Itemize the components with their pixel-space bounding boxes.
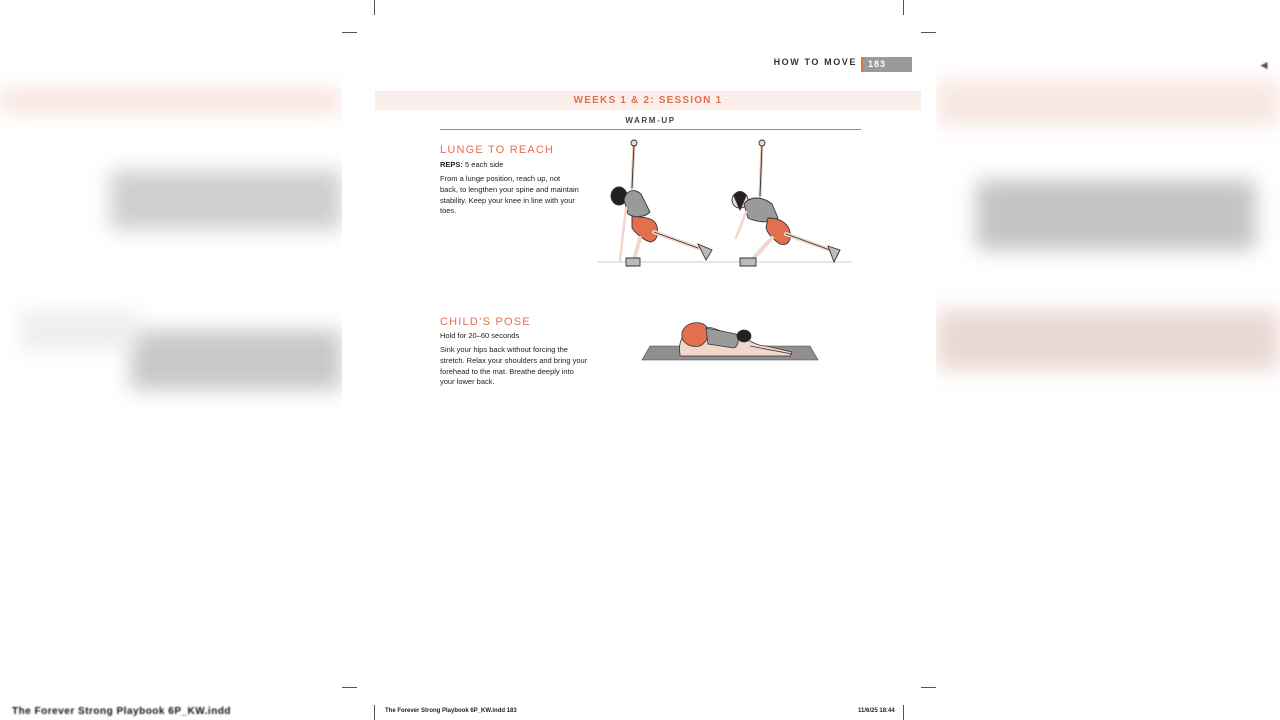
exercise-description: Sink your hips back without forcing the stretch. Relax your shoulders and bring your forehead to the mat. Breathe deeply into your lower back. (440, 345, 588, 387)
exercise-hold: Hold for 20–60 seconds (440, 331, 520, 340)
lunge-figure-left (611, 140, 712, 266)
childs-pose-figure (679, 323, 792, 356)
exercise-reps (440, 160, 503, 169)
crop-mark (903, 705, 904, 720)
page-number: 183 (861, 57, 912, 72)
crop-mark (342, 32, 357, 33)
exercise-title: LUNGE TO REACH (440, 144, 555, 156)
reps-label: REPS: (440, 160, 463, 169)
lunge-to-reach-illustration (596, 138, 854, 278)
ghost-footer: The Forever Strong Playbook 6P_KW.indd (12, 706, 232, 717)
section-divider (440, 129, 861, 130)
childs-pose-illustration (640, 316, 820, 364)
crop-mark (903, 0, 904, 15)
section-label: WARM-UP (625, 116, 676, 125)
next-page-blurred (936, 40, 1280, 390)
footer-datetime: 11/6/25 18:44 (858, 708, 895, 714)
session-title: WEEKS 1 & 2: SESSION 1 (375, 91, 921, 110)
exercise-description: From a lunge position, reach up, not back, to lengthen your spine and maintain stability. Keep your knee in line with your toes. (440, 174, 579, 216)
previous-page-blurred (0, 60, 342, 420)
crop-mark (374, 705, 375, 720)
footer-file-slug: The Forever Strong Playbook 6P_KW.indd 183 (385, 708, 517, 714)
lunge-figure-right (732, 140, 840, 266)
crop-mark (342, 687, 357, 688)
exercise-title: CHILD’S POSE (440, 316, 531, 328)
crop-mark (921, 687, 936, 688)
crop-mark (374, 0, 375, 15)
arrow-icon: ◄ (1258, 58, 1270, 72)
running-head: HOW TO MOVE (773, 57, 857, 67)
crop-mark (921, 32, 936, 33)
reps-value: 5 each side (465, 160, 504, 169)
